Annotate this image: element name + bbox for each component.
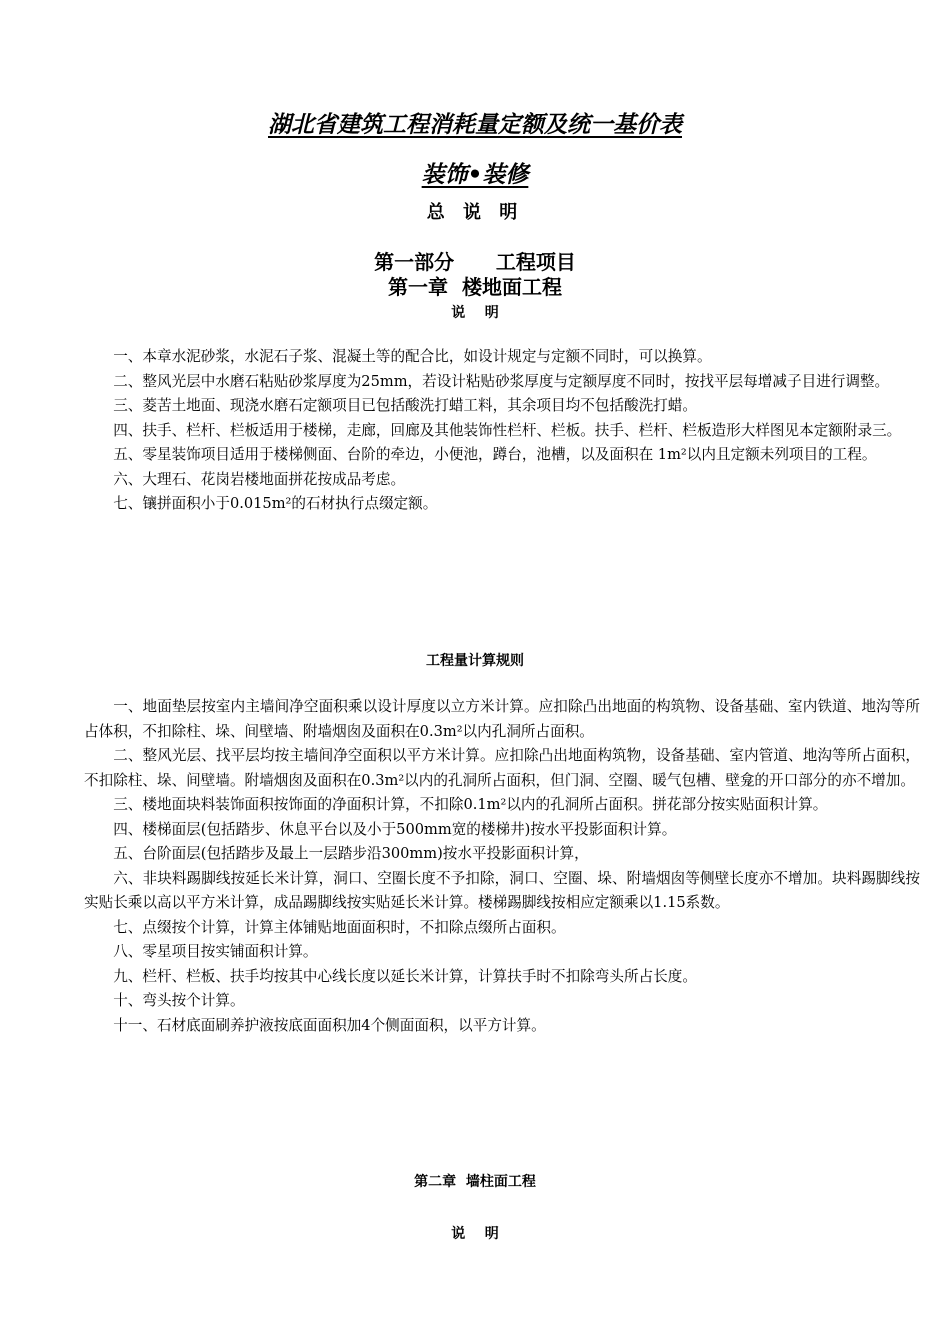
list-item: 六、大理石、花岗岩楼地面拼花按成品考虑。 bbox=[113, 470, 406, 488]
list-item: 一、本章水泥砂浆，水泥石子浆、混凝土等的配合比，如设计规定与定额不同时，可以换算。 bbox=[113, 348, 712, 365]
list-item: 五、台阶面层(包括踏步及最上一层踏步沿300mm)按水平投影面积计算， bbox=[113, 845, 589, 862]
chapter1-explanation-list bbox=[84, 345, 920, 517]
list-item: 二、整风光层、找平层均按主墙间净空面积以平方米计算。应扣除凸出地面构筑物，设备基础、室内管道、地沟等所占面积，不扣除柱、垛、间壁墙。附墙烟囱及面积在0.3m²以内的孔洞所占面积，但门洞、空圈、暖气包槽、壁龛的开口部分的亦不增加。 bbox=[84, 747, 920, 789]
list-item: 七、镶拼面积小于0.015m²的石材执行点缀定额。 bbox=[113, 495, 438, 512]
list-item: 一、地面垫层按室内主墙间净空面积乘以设计厚度以立方米计算。应扣除凸出地面的构筑物、设备基础、室内铁道、地沟等所占体积，不扣除柱、垛、间壁墙、附墙烟囱及面积在0.3m²以内孔洞所占面积。 bbox=[84, 698, 920, 740]
general-description-heading: 总 说 明 bbox=[426, 202, 524, 223]
list-item: 三、菱苦土地面、现浇水磨石定额项目已包括酸洗打蜡工料，其余项目均不包括酸洗打蜡。 bbox=[113, 397, 697, 414]
list-item: 十一、石材底面刷养护液按底面面积加4个侧面面积，以平方计算。 bbox=[113, 1016, 546, 1034]
document-subtitle: 装饰•装修 bbox=[421, 162, 529, 188]
list-item: 八、零星项目按实铺面积计算。 bbox=[113, 943, 318, 960]
chapter1-explain-heading: 说 明 bbox=[451, 305, 499, 321]
list-item: 四、楼梯面层(包括踏步、休息平台以及小于500mm宽的楼梯井)按水平投影面积计算。 bbox=[113, 820, 677, 838]
chapter2-explain-heading: 说 明 bbox=[451, 1226, 499, 1242]
list-item: 三、楼地面块料装饰面积按饰面的净面积计算，不扣除0.1m²以内的孔洞所占面积。拼花部分按实贴面积计算。 bbox=[113, 796, 828, 813]
list-item: 七、点缀按个计算，计算主体铺贴地面面积时，不扣除点缀所占面积。 bbox=[113, 918, 566, 936]
document-title: 湖北省建筑工程消耗量定额及统一基价表 bbox=[268, 112, 682, 138]
calculation-rules-heading: 工程量计算规则 bbox=[426, 653, 524, 669]
list-item: 五、零星装饰项目适用于楼梯侧面、台阶的牵边，小便池，蹲台，池槽，以及面积在 1m²以内且定额未列项目的工程。 bbox=[113, 446, 877, 463]
list-item: 四、扶手、栏杆、栏板适用于楼梯，走廊，回廊及其他装饰性栏杆、栏板。扶手、栏杆、栏板造形大样图见本定额附录三。 bbox=[113, 421, 902, 439]
calculation-rules-list bbox=[84, 695, 920, 1038]
list-item: 十、弯头按个计算。 bbox=[113, 992, 245, 1009]
list-item: 九、栏杆、栏板、扶手均按其中心线长度以延长米计算，计算扶手时不扣除弯头所占长度。 bbox=[113, 967, 697, 985]
chapter2-heading: 第二章 墙柱面工程 bbox=[414, 1174, 536, 1190]
list-item: 二、整风光层中水磨石粘贴砂浆厚度为25mm，若设计粘贴砂浆厚度与定额厚度不同时，按找平层每增减子目进行调整。 bbox=[113, 372, 890, 390]
list-item: 六、非块料踢脚线按延长米计算，洞口、空圈长度不予扣除，洞口、空圈、垛、附墙烟囱等侧壁长度亦不增加。块料踢脚线按实贴长乘以高以平方米计算，成品踢脚线按实贴延长米计算。楼梯踢脚线按相应定额乘以1.15系数。 bbox=[84, 869, 920, 911]
chapter1-heading: 第一章 楼地面工程 bbox=[388, 275, 562, 299]
part-heading: 第一部分 工程项目 bbox=[374, 250, 576, 274]
